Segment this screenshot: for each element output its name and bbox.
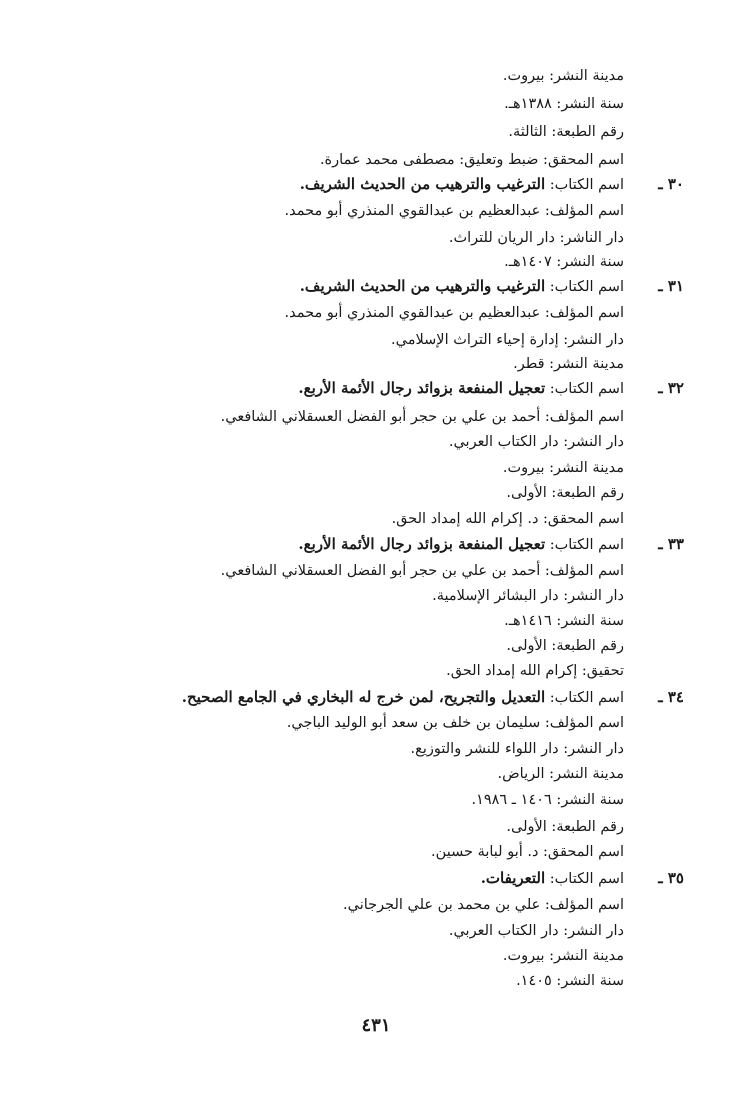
entry-line: سنة النشر: ١٤٠٥. (516, 973, 624, 989)
entry-line: دار النشر: دار البشائر الإسلامية. (432, 588, 624, 604)
entry-line: اسم المؤلف: أحمد بن علي بن حجر أبو الفضل العسقلاني الشافعي. (220, 409, 624, 425)
entry-line: اسم المؤلف: عبدالعظيم بن عبدالقوي المنذري أبو محمد. (284, 203, 624, 219)
entry-line: سنة النشر: ١٤١٦هـ. (504, 613, 624, 629)
entry-title-line (300, 172, 624, 197)
page-number: ٤٣١ (361, 1015, 391, 1036)
entry-29-edition: رقم الطبعة: الثالثة. (508, 124, 624, 140)
entry-line: سنة النشر: ١٤٠٦ ـ ١٩٨٦. (471, 792, 624, 808)
entry-line: دار النشر: إدارة إحياء التراث الإسلامي. (391, 332, 624, 348)
title-label: اسم الكتاب: (545, 537, 624, 553)
entry-line: اسم المحقق: د. إكرام الله إمداد الحق. (391, 511, 624, 527)
entry-line: مدينة النشر: بيروت. (502, 948, 624, 964)
entry-title-line (182, 685, 624, 710)
book-title: التعريفات. (480, 869, 546, 887)
entry-line: اسم المؤلف: علي بن محمد بن علي الجرجاني. (343, 897, 624, 913)
title-label: اسم الكتاب: (545, 279, 624, 295)
entry-29-editor: اسم المحقق: ضبط وتعليق: مصطفى محمد عمارة. (319, 152, 624, 168)
entry-number: ٣٣ ـ (658, 535, 684, 553)
entry-line: مدينة النشر: قطر. (513, 356, 624, 372)
entry-29-year: سنة النشر: ١٣٨٨هـ. (504, 96, 624, 112)
entry-line: دار الناشر: دار الريان للتراث. (448, 230, 624, 246)
entry-line: رقم الطبعة: الأولى. (506, 638, 624, 654)
entry-line: اسم المؤلف: أحمد بن علي بن حجر أبو الفضل العسقلاني الشافعي. (220, 563, 624, 579)
title-label: اسم الكتاب: (545, 381, 624, 397)
entry-title-line (300, 274, 624, 299)
entry-number: ٣٤ ـ (658, 688, 684, 706)
book-title: تعجيل المنفعة بزوائد رجال الأئمة الأربع. (298, 379, 546, 397)
title-label: اسم الكتاب: (545, 690, 624, 706)
entry-title-line (298, 532, 624, 557)
entry-number: ٣٢ ـ (658, 379, 684, 397)
book-title: التعديل والتجريح، لمن خرج له البخاري في الجامع الصحيح. (181, 688, 546, 706)
entry-line: اسم المؤلف: عبدالعظيم بن عبدالقوي المنذري أبو محمد. (284, 305, 624, 321)
entry-line: اسم المحقق: د. أبو لبابة حسين. (431, 844, 624, 860)
entry-line: دار النشر: دار الكتاب العربي. (448, 923, 624, 939)
book-title: تعجيل المنفعة بزوائد رجال الأئمة الأربع. (298, 535, 546, 553)
entry-line: مدينة النشر: الرياض. (497, 766, 624, 782)
book-title: الترغيب والترهيب من الحديث الشريف. (299, 277, 546, 295)
entry-line: دار النشر: دار اللواء للنشر والتوزيع. (410, 741, 624, 757)
entry-line: رقم الطبعة: الأولى. (506, 485, 624, 501)
entry-number: ٣٥ ـ (658, 869, 684, 887)
title-label: اسم الكتاب: (545, 871, 624, 887)
title-label: اسم الكتاب: (545, 177, 624, 193)
entry-line: تحقيق: إكرام الله إمداد الحق. (446, 663, 624, 679)
entry-line: مدينة النشر: بيروت. (502, 460, 624, 476)
entry-line: اسم المؤلف: سليمان بن خلف بن سعد أبو الوليد الباجي. (286, 715, 624, 731)
book-title: الترغيب والترهيب من الحديث الشريف. (299, 175, 546, 193)
entry-number: ٣١ ـ (658, 277, 684, 295)
entry-line: دار النشر: دار الكتاب العربي. (448, 434, 624, 450)
entry-line: سنة النشر: ١٤٠٧هـ. (504, 254, 624, 270)
entry-29-city: مدينة النشر: بيروت. (502, 68, 624, 84)
entry-line: رقم الطبعة: الأولى. (506, 819, 624, 835)
entry-title-line (481, 866, 624, 891)
entry-number: ٣٠ ـ (658, 175, 684, 193)
entry-title-line (298, 376, 624, 401)
